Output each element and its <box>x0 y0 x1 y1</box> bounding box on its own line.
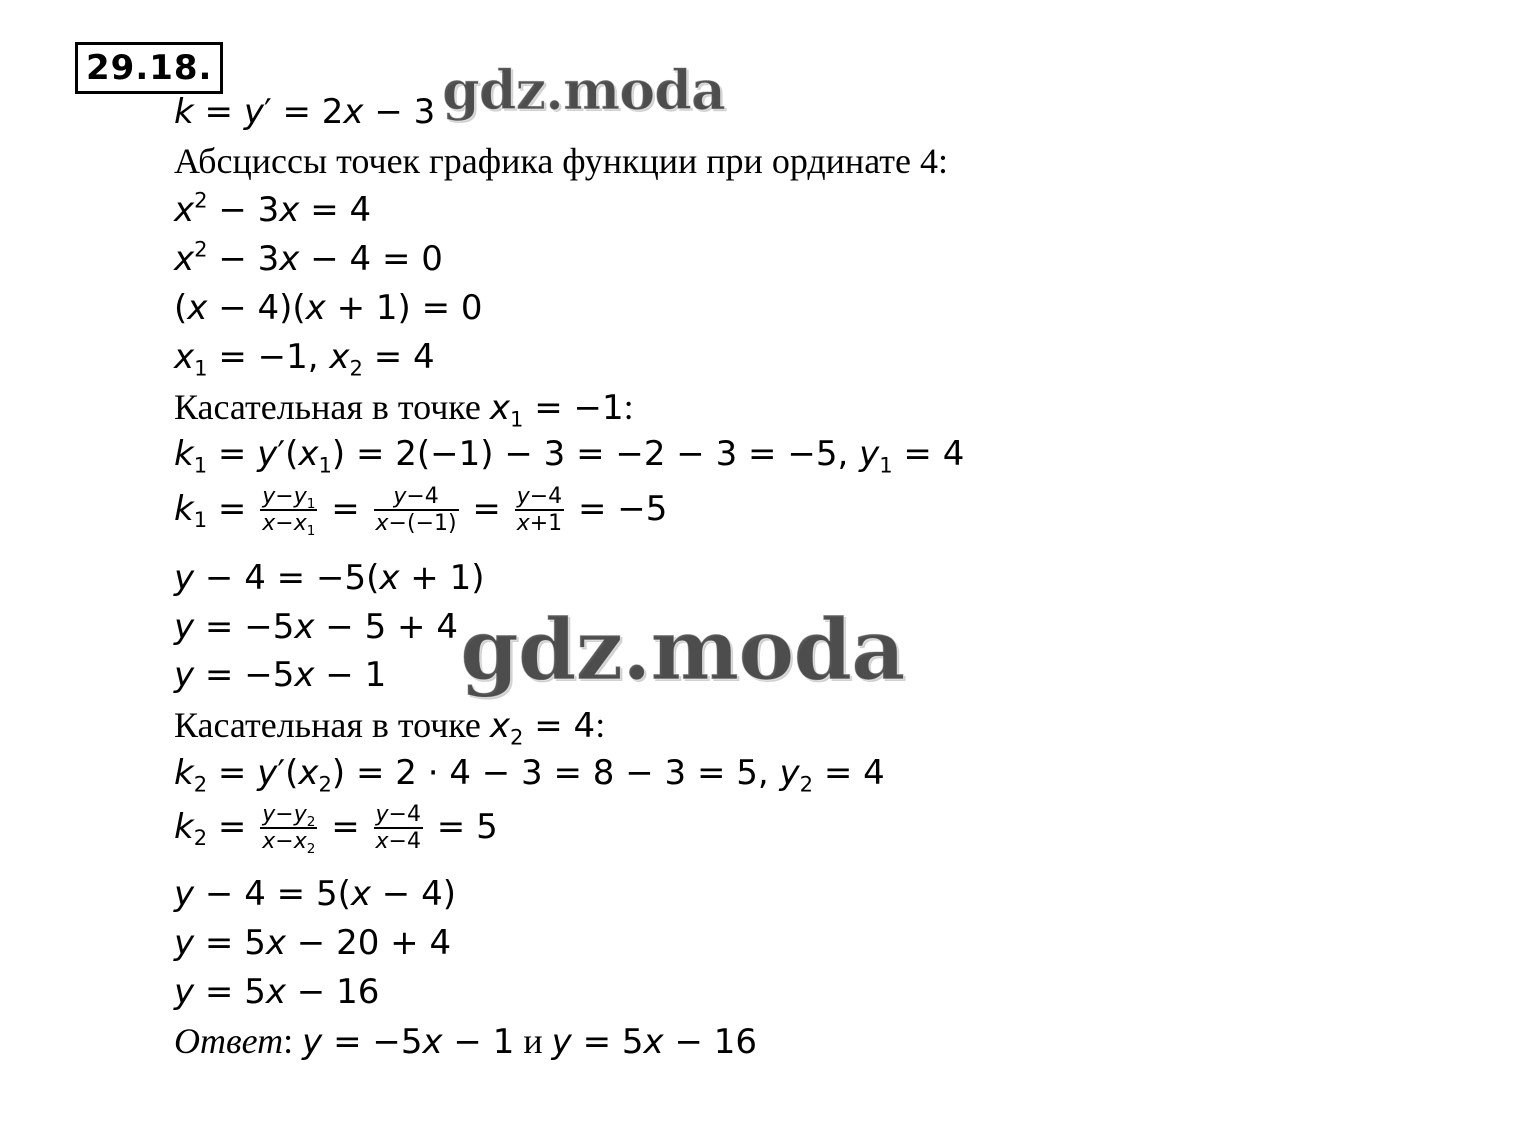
solution-line-11: y = −5x − 5 + 4 <box>174 607 458 647</box>
solution-line-5: (x − 4)(x + 1) = 0 <box>174 288 483 328</box>
solution-line-1: k = y′ = 2x − 3 <box>174 92 436 132</box>
solution-line-9: $k_1$ = $\frac{y-y_1}{x-x_1}$ = $\frac{y-4}{x-(-1)}$ = $\frac{y-4}{x+1}$ = −5 <box>174 484 668 540</box>
solution-line-17: y = 5x − 20 + 4 <box>174 923 452 963</box>
watermark-logo-middle: gdz.moda <box>460 600 905 699</box>
solution-line-13: Касательная в точке $x_2 = 4$: <box>174 705 606 750</box>
solution-line-8: $k_1 = y'(x_1) = 2(-1) - 3 = -2 - 3 = -5$, $y_1 = 4$ <box>174 434 965 478</box>
solution-line-16: y − 4 = 5(x − 4) <box>174 874 456 914</box>
solution-line-6: $x_1 = -1$, $x_2 = 4$ <box>174 337 435 381</box>
solution-line-14: $k_2 = y'(x_2) = 2 \cdot 4 - 3 = 8 - 3 = 5$, $y_2 = 4$ <box>174 753 885 797</box>
solution-line-2: Абсциссы точек графика функции при ординате 4: <box>174 141 948 181</box>
solution-line-12: y = −5x − 1 <box>174 655 387 695</box>
solution-line-10: y − 4 = −5(x + 1) <box>174 558 485 598</box>
problem-number: 29.18. <box>75 42 223 94</box>
solution-line-19-answer: Ответ: y = −5x − 1 и y = 5x − 16 <box>174 1021 758 1062</box>
solution-line-7: Касательная в точке $x_1 = -1$: <box>174 387 634 432</box>
solution-line-18: y = 5x − 16 <box>174 972 380 1012</box>
watermark-logo-top: gdz.moda <box>442 58 725 122</box>
solution-line-4: $x^2 - 3x - 4 = 0$ <box>174 236 443 279</box>
solution-line-3: $x^2 - 3x = 4$ <box>174 187 372 230</box>
solution-line-15: $k_2$ = $\frac{y-y_2}{x-x_2}$ = $\frac{y-4}{x-4}$ = 5 <box>174 802 498 858</box>
